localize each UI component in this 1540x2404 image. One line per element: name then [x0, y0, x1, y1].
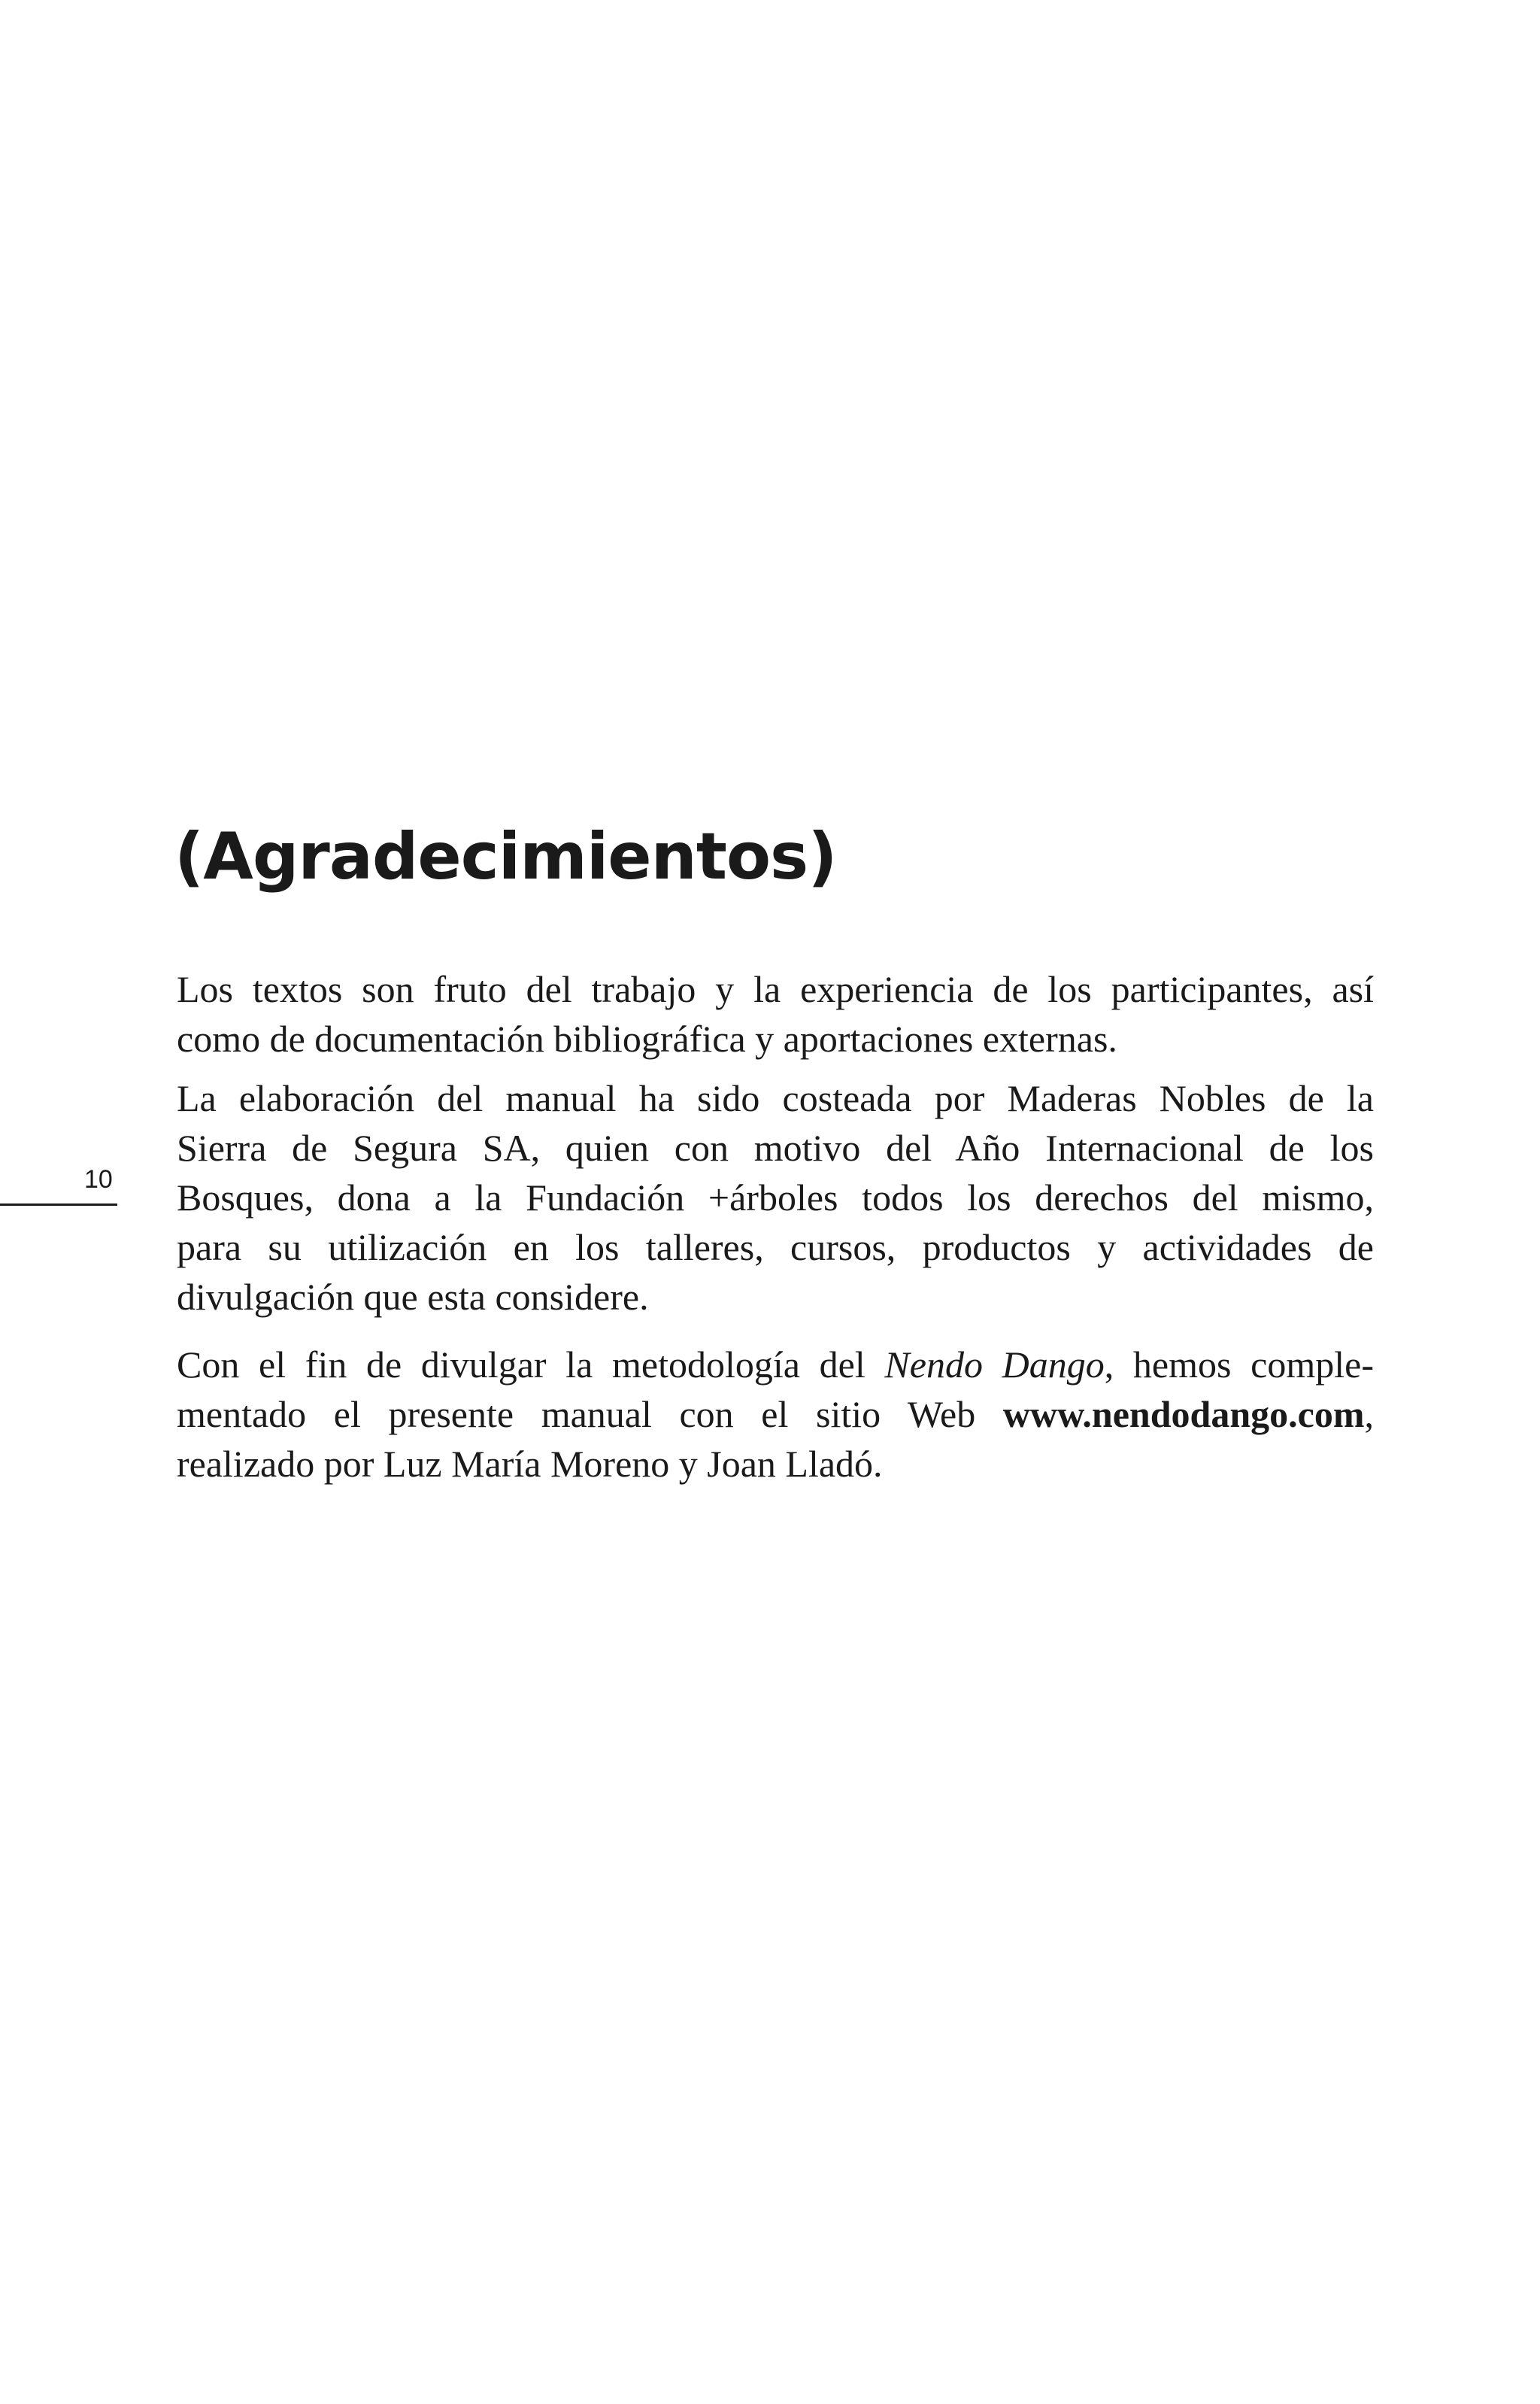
paragraph-3-line-1-text-b: , hemos comple-	[1104, 1343, 1374, 1386]
paragraph-2-line-3: Bosques, dona a la Fundación +árboles todos los derechos del mismo,	[177, 1176, 1374, 1219]
paragraph-1	[177, 964, 1374, 1064]
paragraph-2	[177, 1073, 1374, 1322]
paragraph-3-line-3: realizado por Luz María Moreno y Joan Lladó.	[177, 1443, 883, 1485]
page-title: (Agradecimientos)	[174, 819, 837, 894]
nendo-dango-term: Nendo Dango	[884, 1343, 1105, 1386]
page-number: 10	[84, 1165, 113, 1194]
paragraph-3-line-1-text-a: Con el fin de divulgar la metodología del	[177, 1343, 885, 1386]
paragraph-2-line-2: Sierra de Segura SA, quien con motivo del Año Internacional de los	[177, 1127, 1374, 1169]
margin-rule	[0, 1204, 117, 1206]
paragraph-3-line-1	[177, 1340, 1374, 1389]
website-url: www.nendodango.com	[1002, 1393, 1365, 1435]
paragraph-2-line-4: para su utilización en los talleres, cursos, productos y actividades de	[177, 1226, 1374, 1268]
paragraph-2-line-1: La elaboración del manual ha sido costeada por Maderas Nobles de la	[177, 1077, 1374, 1119]
paragraph-1-line-1: Los textos son fruto del trabajo y la experiencia de los participantes, así	[177, 968, 1374, 1010]
paragraph-3	[177, 1340, 1374, 1489]
paragraph-3-line-2-text-a: mentado el presente manual con el sitio Web	[177, 1393, 1003, 1435]
paragraph-3-line-2-text-b: ,	[1364, 1393, 1374, 1435]
paragraph-3-line-2	[177, 1389, 1374, 1439]
body-text	[177, 964, 1374, 1489]
paragraph-1-line-2: como de documentación bibliográfica y aportaciones externas.	[177, 1018, 1117, 1060]
paragraph-2-line-5: divulgación que esta considere.	[177, 1276, 649, 1318]
